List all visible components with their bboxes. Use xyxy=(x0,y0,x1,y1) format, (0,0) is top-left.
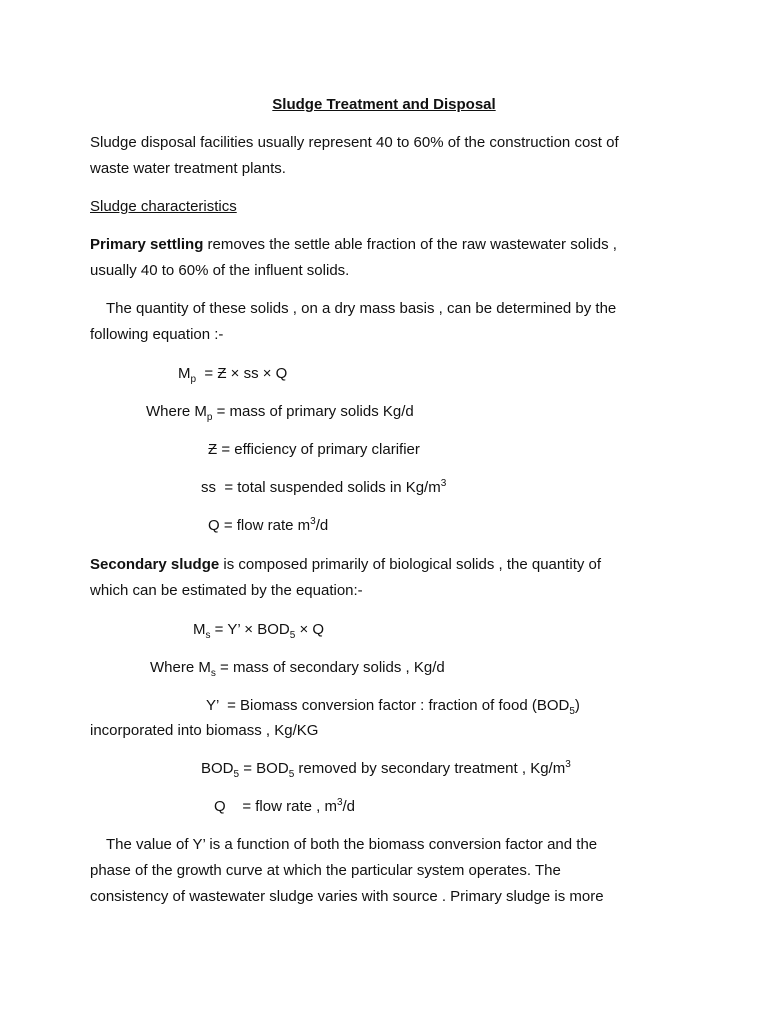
def-q-primary-sup: 3 xyxy=(310,516,316,527)
def-mp-prefix: Where M xyxy=(146,403,207,420)
primary-bold-term: Primary settling xyxy=(90,236,204,253)
primary-para-line-1 xyxy=(90,235,617,255)
eq-primary-lhs-sub: p xyxy=(190,374,197,385)
def-mp xyxy=(146,402,414,422)
def-y-text: Y’ = Biomass conversion factor : fraction of food (BOD xyxy=(206,697,570,714)
def-mp-sub: p xyxy=(206,412,213,423)
def-ms xyxy=(150,658,445,678)
def-bod-a: BOD xyxy=(201,760,234,777)
page-title: Sludge Treatment and Disposal xyxy=(272,96,496,113)
def-efficiency: Ƶ = efficiency of primary clarifier xyxy=(208,441,420,458)
def-y-sub: 5 xyxy=(569,706,575,717)
def-bod-b: = BOD xyxy=(239,760,289,777)
eq-primary-lhs: M xyxy=(178,365,191,382)
def-ss-sup: 3 xyxy=(440,478,447,489)
eq-primary-rhs: = Ƶ × ss × Q xyxy=(196,365,288,382)
def-bod-sup: 3 xyxy=(565,759,571,770)
quantity-line-1: The quantity of these solids , on a dry mass basis , can be determined by the xyxy=(106,300,617,317)
eq-secondary-lhs: M xyxy=(193,621,206,638)
closing-line-2: phase of the growth curve at which the particular system operates. The xyxy=(90,862,561,879)
quantity-line-2: following equation :- xyxy=(90,326,224,343)
closing-line-1: The value of Y’ is a function of both the biomass conversion factor and the xyxy=(106,836,598,853)
secondary-bold-term: Secondary sludge xyxy=(90,556,220,573)
intro-line-2: waste water treatment plants. xyxy=(90,160,286,177)
equation-primary xyxy=(178,364,287,384)
secondary-para-line-1 xyxy=(90,555,601,575)
def-bod xyxy=(201,759,571,779)
eq-secondary-mid-sub: 5 xyxy=(289,630,296,641)
closing-line-3: consistency of wastewater sludge varies with source . Primary sludge is more xyxy=(90,888,604,905)
secondary-line-1-rest: is composed primarily of biological solids , the quantity of xyxy=(219,556,602,573)
primary-para-line-2: usually 40 to 60% of the influent solids. xyxy=(90,262,350,279)
def-y-line-1 xyxy=(206,696,580,716)
def-mp-rest: = mass of primary solids Kg/d xyxy=(212,403,414,420)
def-q-primary xyxy=(208,516,328,536)
def-q-secondary-rest: /d xyxy=(342,798,356,815)
def-q-secondary-sup: 3 xyxy=(336,797,343,808)
def-q-secondary xyxy=(214,797,355,817)
def-ms-prefix: Where M xyxy=(150,659,211,676)
def-ms-rest: = mass of secondary solids , Kg/d xyxy=(215,659,445,676)
def-ms-sub: s xyxy=(210,668,216,679)
def-y-end: ) xyxy=(574,697,580,714)
def-ss xyxy=(201,478,446,498)
equation-secondary xyxy=(193,620,324,640)
section-heading: Sludge characteristics xyxy=(90,198,237,215)
def-ss-text: ss = total suspended solids in Kg/m xyxy=(201,479,441,496)
intro-line-1: Sludge disposal facilities usually represent 40 to 60% of the construction cost of xyxy=(90,134,619,151)
eq-secondary-rest: × Q xyxy=(295,621,325,638)
eq-secondary-mid: = Y’ × BOD xyxy=(210,621,290,638)
def-q-secondary-text: Q = flow rate , m xyxy=(214,798,337,815)
def-bod-rest: removed by secondary treatment , Kg/m xyxy=(294,760,566,777)
def-q-primary-text: Q = flow rate m xyxy=(208,517,311,534)
def-y-line-2: incorporated into biomass , Kg/KG xyxy=(90,722,319,739)
primary-line-1-rest: removes the settle able fraction of the raw wastewater solids , xyxy=(203,236,617,253)
def-bod-a-sub: 5 xyxy=(233,769,240,780)
def-bod-b-sub: 5 xyxy=(288,769,295,780)
eq-secondary-lhs-sub: s xyxy=(205,630,211,641)
secondary-para-line-2: which can be estimated by the equation:- xyxy=(90,582,363,599)
def-q-primary-rest: /d xyxy=(315,517,329,534)
